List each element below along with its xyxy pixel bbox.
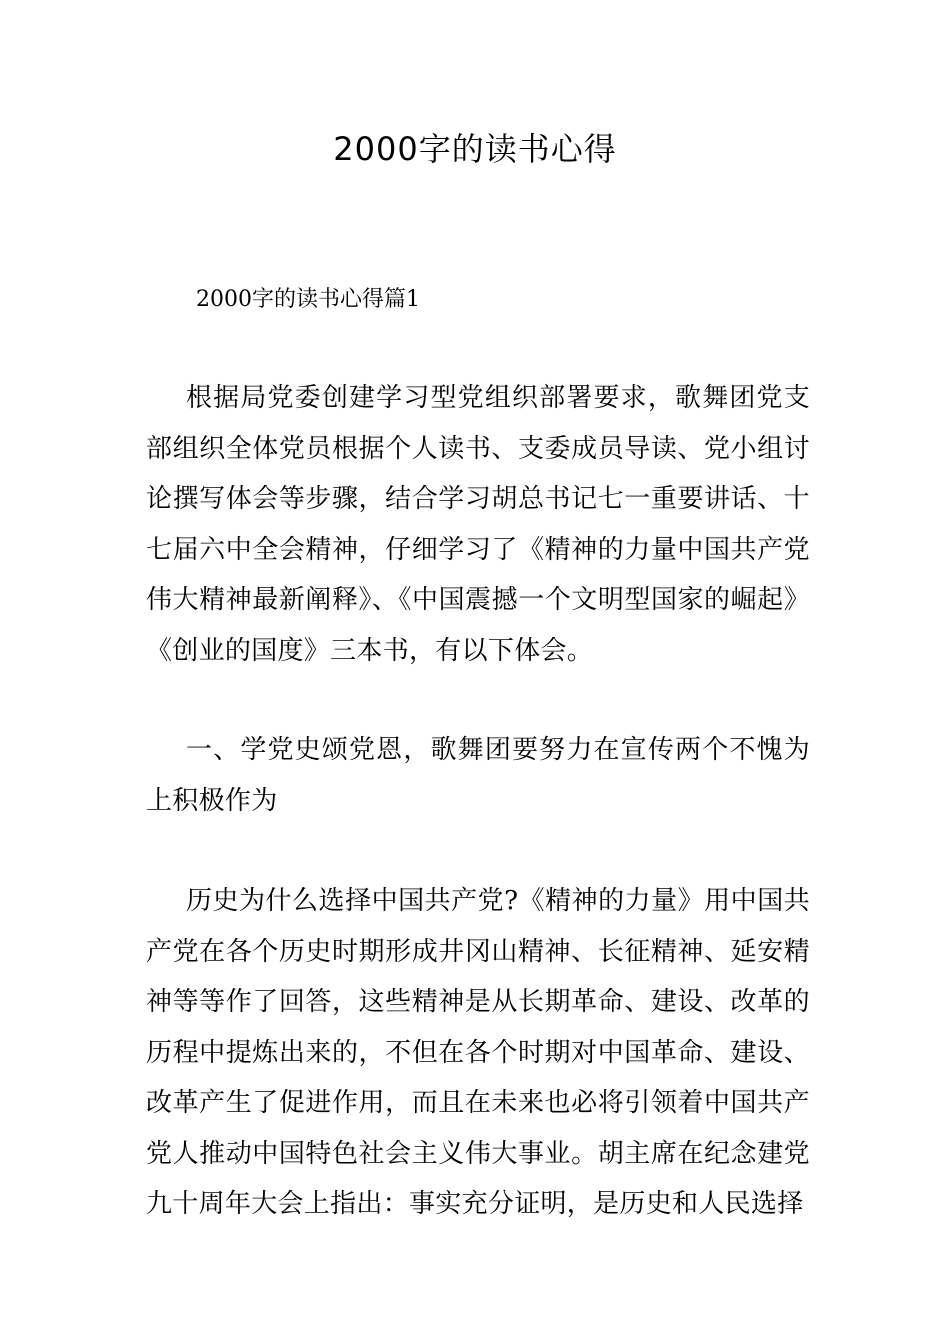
paragraph-subheading: 一、学党史颂党恩，歌舞团要努力在宣传两个不愧为上积极作为 [146,735,810,816]
document-title: 2000字的读书心得 [333,130,617,168]
paragraph-history: 历史为什么选择中国共产党?《精神的力量》用中国共产党在各个历史时期形成井冈山精神、长征精神、延安精神等等作了回答，这些精神是从长期革命、建设、改革的历程中提炼出来的，不但在各个时期对中国革命、建设、改革产生了促进作用，而且在未来也必将引领着中国共产党人推动中国特色社会主义伟大事业。胡主席在纪念建党九十周年大会上指出：事实充分证明，是历史和人民选择 [146,886,810,1219]
paragraph-intro: 根据局党委创建学习型党组织部署要求，歌舞团党支部组织全体党员根据个人读书、支委成员导读、党小组讨论撰写体会等步骤，结合学习胡总书记七一重要讲话、十七届六中全会精神，仔细学习了《精神的力量中国共产党伟大精神最新阐释》、《中国震撼一个文明型国家的崛起》《创业的国度》三本书，有以下体会。 [146,383,810,666]
section-heading: 2000字的读书心得篇1 [196,287,420,312]
